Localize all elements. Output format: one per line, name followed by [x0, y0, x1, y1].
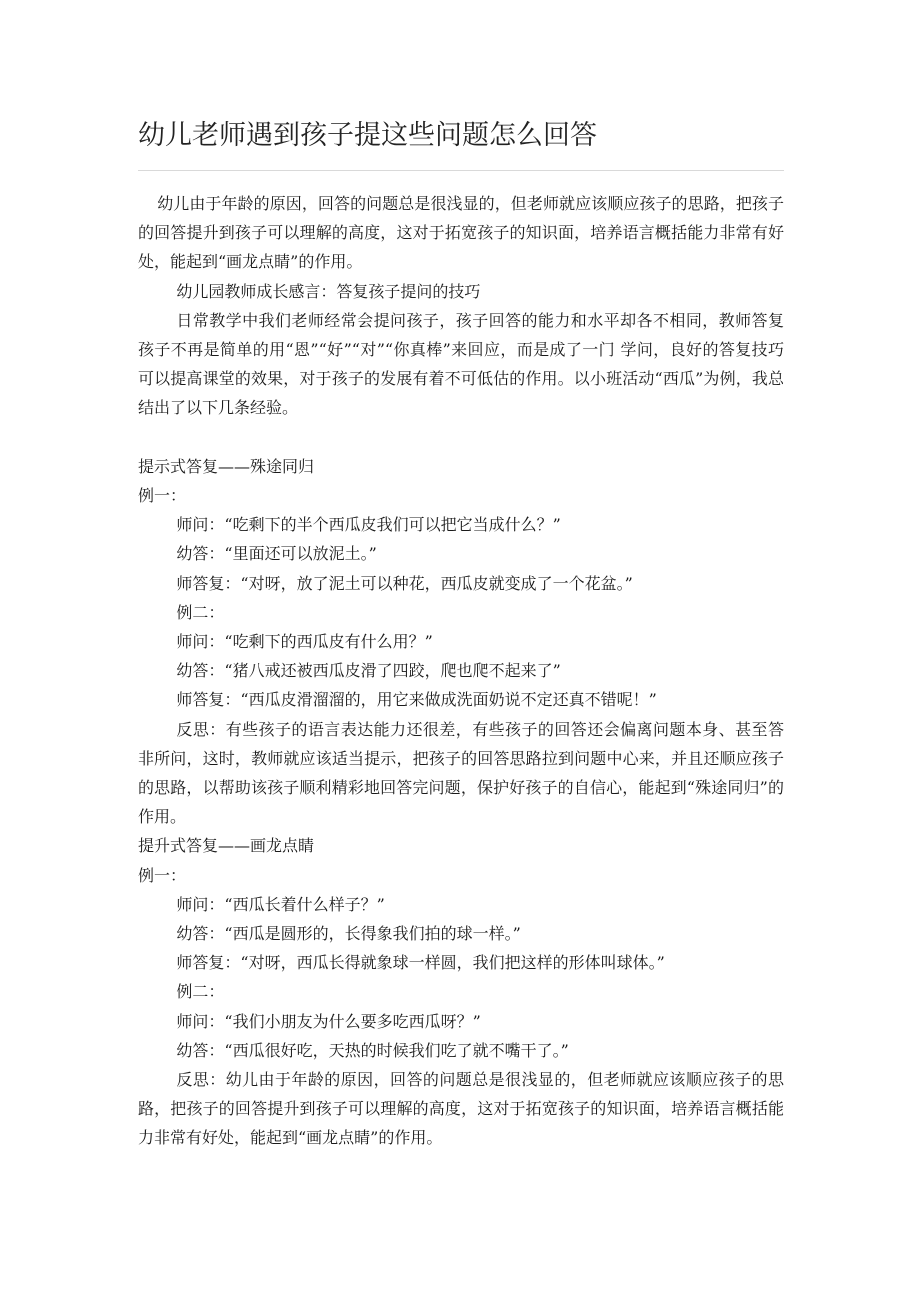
section-2-heading: 提升式答复——画龙点睛 [138, 836, 315, 856]
subtitle-line: 幼儿园教师成长感言：答复孩子提问的技巧 [176, 281, 481, 301]
section-1-reflection: 反思：有些孩子的语言表达能力还很差，有些孩子的回答还会偏离问题本身、甚至答非所问，这时，教师就应该适当提示，把孩子的回答思路拉到问题中心来，并且还顺应孩子的思路，以帮助该孩子顺利精彩地回答完问题，保护好孩子的自信心，能起到“殊途同归”的作用。 [138, 719, 784, 827]
dialogue-line: 师问：“吃剩下的半个西瓜皮我们可以把它当成什么？” [176, 515, 561, 535]
dialogue-line: 师答复：“对呀，放了泥土可以种花，西瓜皮就变成了一个花盆。” [176, 573, 633, 593]
document-title: 幼儿老师遇到孩子提这些问题怎么回答 [138, 120, 597, 151]
section-1-example-2-label: 例二： [176, 602, 225, 622]
dialogue-line: 幼答：“西瓜是圆形的，长得象我们拍的球一样。” [176, 924, 521, 944]
section-1-heading: 提示式答复——殊途同归 [138, 456, 315, 476]
dialogue-line: 师问：“吃剩下的西瓜皮有什么用？” [176, 632, 433, 652]
blank-line [138, 423, 784, 452]
section-1-example-1-label: 例一： [138, 486, 187, 506]
dialogue-line: 师问：“我们小朋友为什么要多吃西瓜呀？” [176, 1011, 481, 1031]
title-divider [138, 170, 784, 171]
document-body [138, 189, 784, 1153]
section-2-example-1-label: 例一： [138, 865, 187, 885]
dialogue-line: 师答复：“对呀，西瓜长得就象球一样圆，我们把这样的形体叫球体。” [176, 953, 665, 973]
dialogue-line: 幼答：“西瓜很好吃，天热的时候我们吃了就不嘴干了。” [176, 1040, 569, 1060]
intro-paragraph: 幼儿由于年龄的原因，回答的问题总是很浅显的，但老师就应该顺应孩子的思路，把孩子的回答提升到孩子可以理解的高度，这对于拓宽孩子的知识面，培养语言概括能力非常有好处，能起到“画龙点睛”的作用。 [138, 194, 784, 272]
dialogue-line: 幼答：“里面还可以放泥土。” [176, 544, 377, 564]
section-2-example-2-label: 例二： [176, 982, 225, 1002]
paragraph-1: 日常教学中我们老师经常会提问孩子，孩子回答的能力和水平却各不相同，教师答复孩子不再是简单的用“恩”“好”“对”“你真棒”来回应，而是成了一门 学问，良好的答复技巧可以提高课堂的效果，对于孩子的发展有着不可低估的作用。以小班活动“西瓜”为例，我总结出了以下几条经验。 [138, 310, 784, 418]
dialogue-line: 师问：“西瓜长着什么样子？” [176, 894, 385, 914]
section-2-reflection: 反思：幼儿由于年龄的原因，回答的问题总是很浅显的，但老师就应该顺应孩子的思路，把孩子的回答提升到孩子可以理解的高度，这对于拓宽孩子的知识面，培养语言概括能力非常有好处，能起到“画龙点睛”的作用。 [138, 1070, 784, 1148]
dialogue-line: 师答复：“西瓜皮滑溜溜的，用它来做成洗面奶说不定还真不错呢！” [176, 690, 657, 710]
dialogue-line: 幼答：“猪八戒还被西瓜皮滑了四跤，爬也爬不起来了” [176, 661, 561, 681]
